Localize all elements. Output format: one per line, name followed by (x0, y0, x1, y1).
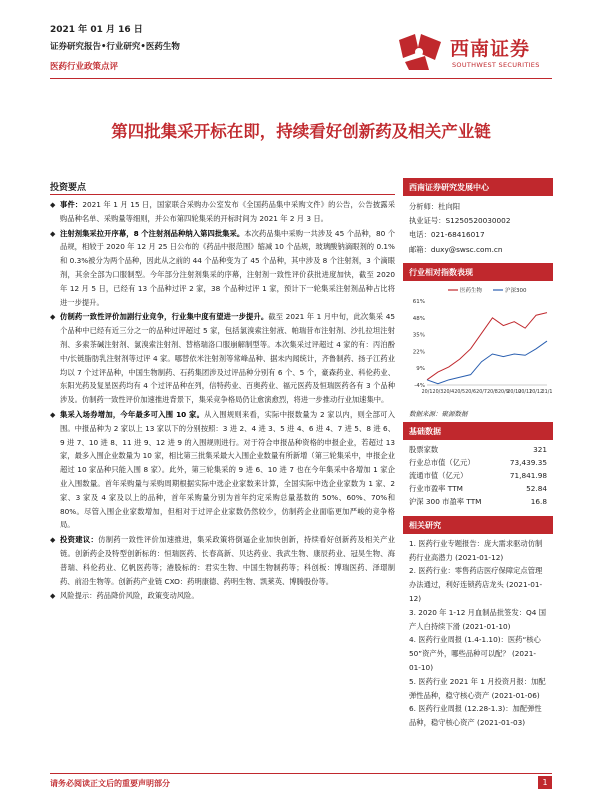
logo-name-en: SOUTHWEST SECURITIES (452, 61, 540, 69)
paragraph-lead: 仿制药一致性评价加剧行业竞争，行业集中度有望进一步提升。 (60, 312, 269, 322)
logo-name-cn: 西南证券 (450, 38, 531, 60)
paragraph-text: 本次药品集中采购一共涉及 45 个品种，80 个品规，相较于 2020 年 12 月 25 日公布的《药品中报范围》缩减 10 个品规，玻璃酸钠滴眼剂的 0.1%和 0.3%被分为两个品种，因此从之前的 44 个品种变为了 45 个品种，其中涉及 8 个注射剂，3 个滴眼剂，其余全部为口服制型。今年部分注射剂集采的序幕，注射剂一致性评价获批进度加快，截至 2020 年 12 月 5 日，已经有 13 个品种过评 2 家，38 个品种过评 1 家，预计下一轮集采注射剂品种占比将进一步提升。 (60, 228, 395, 307)
related-list (403, 534, 553, 730)
report-title: 第四批集采开标在即，持续看好创新药及相关产业链 (111, 122, 491, 141)
series-line (427, 312, 547, 379)
chart-source: 数据来源：聚源数据 (409, 409, 468, 418)
x-tick-label: 20/7 (476, 389, 487, 395)
stat-value: 71,841.98 (509, 470, 547, 480)
stat-value: 52.84 (526, 483, 547, 493)
paragraph-lead: 注射剂集采拉开序幕，8 个注射剂品种纳入第四批集采。 (60, 228, 245, 238)
related-item[interactable]: 1. 医药行业专题报告：庞大需求驱动仿制药行业高潜力 (2021-01-12) (409, 538, 543, 562)
bullet-icon: ◆ (50, 313, 56, 322)
x-tick-label: 20/6 (465, 389, 477, 395)
report-date: 2021 年 01 月 16 日 (50, 25, 143, 35)
y-tick-label: 61% (412, 298, 425, 305)
x-tick-label: 20/5 (454, 389, 466, 395)
paragraph (50, 533, 395, 588)
bullet-icon: ◆ (50, 201, 56, 209)
x-tick-label: 20/12 (529, 389, 544, 395)
bullet-icon: ◆ (50, 592, 56, 601)
paragraph (50, 310, 395, 407)
stat-row (403, 443, 553, 456)
paragraph (50, 589, 395, 603)
section-heading: 投资要点 (50, 183, 87, 193)
x-tick-label: 20/8 (487, 389, 498, 395)
page-number: 1 (538, 776, 552, 789)
x-tick-label: 20/11 (518, 389, 533, 395)
x-tick-label: 20/10 (507, 389, 522, 395)
x-tick-label: 20/1 (421, 389, 433, 395)
paragraph-lead: 集采入场券增加，今年最多可入围 10 家。 (60, 409, 205, 419)
logo-emblem-icon (395, 32, 445, 72)
sidebar (403, 178, 553, 730)
related-item[interactable]: 4. 医药行业周报 (1.4-1.10)：医药“核心 50”资产外，哪些品种可以配？ (2021-01-10) (409, 635, 541, 672)
x-tick-label: 21/1 (541, 389, 553, 395)
body-text (50, 198, 395, 604)
chart-header: 行业相对指数表现 (403, 263, 553, 281)
stat-value: 73,439.35 (509, 457, 547, 467)
stat-row (403, 495, 553, 508)
y-tick-label: 9% (416, 366, 425, 373)
y-tick-label: 35% (412, 332, 425, 339)
section-divider (50, 194, 395, 195)
x-tick-label: 20/9 (497, 389, 509, 395)
analyst-row: 邮箱：duxy@swsc.com.cn (409, 244, 503, 254)
legend-label: 沪深300 (505, 287, 527, 294)
footer-disclaimer: 请务必阅读正文后的重要声明部分 (50, 779, 170, 788)
bullet-icon: ◆ (50, 410, 56, 419)
related-item[interactable]: 5. 医药行业 2021 年 1 月投资月报：加配弹性品种，稳守核心资产 (2021-01-06) (409, 676, 546, 700)
bullet-icon: ◆ (50, 536, 56, 545)
stat-row (403, 456, 553, 469)
stat-label: 行业市盈率 TTM (409, 483, 463, 493)
header-divider (50, 78, 552, 79)
related-item[interactable]: 2. 医药行业：零售药店医疗保障定点管理办法通过，利好连锁药店龙头 (2021-01-12) (409, 566, 543, 603)
legend-label: 医药生物 (460, 287, 483, 294)
stat-label: 沪深 300 市盈率 TTM (409, 496, 482, 506)
report-subtype: 医药行业政策点评 (50, 62, 119, 72)
paragraph (50, 227, 395, 310)
paragraph (50, 408, 395, 532)
paragraph-text: 2021 年 1 月 15 日，国家联合采购办公室发布《全国药品集中采购文件》的公告，公告披露采购品种名单、采购量等细则，并公布第四轮集采的开标时间为 2021 年 2 月 3 日。 (60, 200, 396, 223)
stat-row (403, 482, 553, 495)
relative-index-chart (403, 281, 553, 409)
analyst-info (403, 196, 553, 259)
paragraph-text: 截至 2021 年 1 月中旬，此次集采 45 个品种中已经有近三分之一的品种过评超过 5 家，包括氯溴索注射液、帕瑞昔布注射剂、沙扎拉坦注射剂、多索茶碱注射剂、氯溴索注射剂、替格瑞洛口服崩解制型等。本次集采过评超过 4 家的有：丙泊酚中/长链脂肪乳注射剂等过评 4 家。哪替依米注射剂等常峰品种、据未内闻统计，齐鲁制药、扬子江药业均以 7 个过评品种，中国生物制药、石药集团涉及过评品种分别有 6 个、5 个，豪森药业、科伦药业、东阳光药及复星医药均有 4 个过评品种在列，信特药业、百奥药业、福元医药及恒瑞医药各有 3 个品种涉及。仿制药一致性评价加速推进背景下，集采竞争格局仍让愈演愈烈，将进一步推动行业加速集中。 (60, 312, 395, 405)
analyst-row: 电话：021-68416017 (409, 230, 485, 240)
x-tick-label: 20/4 (443, 389, 455, 395)
related-header: 相关研究 (403, 516, 553, 534)
footer-divider (50, 773, 552, 774)
paragraph-text: 仿制药一致性评价加速推进，集采政策将倒逼企业加快创新，持续看好创新药及相关产业链。创新药企及特型创新标的：恒瑞医药、长春高新、贝达药业、我武生物、康辰药业、冠昊生物、海普瑞、科伦药业、亿帆医药等；港股标的：君实生物、中国生物制药等；科创板：博瑞医药、泽璟制药、前沿生物等。创新药产业链 CXO：药明康德、药明生物、凯莱英、博腾股份等。 (60, 535, 396, 586)
stat-row (403, 469, 553, 482)
y-tick-label: 22% (412, 349, 425, 356)
bullet-icon: ◆ (50, 229, 56, 238)
chart-svg (403, 281, 553, 409)
paragraph (50, 198, 395, 226)
paragraph-lead: 事件： (60, 200, 83, 209)
related-item[interactable]: 6. 医药行业周报 (12.28-1.3)：加配弹性品种，稳守核心资产 (2021-01-03) (409, 704, 542, 728)
series-line (427, 341, 547, 384)
stat-label: 行业总市值（亿元） (409, 457, 475, 467)
related-item[interactable]: 3. 2020 年 1-12 月血制品批签发：Q4 国产人白持续下滑 (2021-01-10) (409, 607, 547, 631)
y-tick-label: -4% (414, 382, 425, 389)
company-logo (395, 30, 565, 80)
analyst-row: 执业证号：S1250520030002 (409, 216, 511, 226)
institute-header: 西南证券研究发展中心 (403, 178, 553, 196)
paragraph-text: 风险提示：药品降价风险，政策变动风险。 (60, 591, 199, 601)
stats-header: 基础数据 (403, 422, 553, 440)
paragraph-text: 从入围规则来看，实际中报数量为 2 家以内，则全部可入围。中报品种为 2 家以上 13 家以下的分别按照：3 进 2、4 进 3、5 进 4、6 进 4、7 进 5、8 进 6、9 进 7、10 进 8、11 进 9、12 进 9 的入围规则进行。对于符合申报品种资格的申报企业，若超过 13 家，最多入围企业数量为 10 家，相比第三批集采最大入围企业数量有所新增（第三轮集采中，申报企业超过 10 家品种只能入围 8 家）。此外，第三轮集采的 9 进 6、10 进 7 也在今年集采中各增加 1 家企业入围数量。首年采购量与采购周期根据实际中选企业家数来计算，全国实际中选企业家数为 1 家、2 家、3 家及 4 家及以上的品种，首年采购量分别为首年约定采购总量基数的 50%、60%、70%和 80%。尽管入围企业家数增加，但相对于过评企业家数仍然较少，仿制药企业面临更加严峻的竞争格局。 (60, 409, 396, 530)
stats-table (403, 440, 553, 508)
stat-value: 16.8 (530, 496, 547, 506)
stat-label: 股票家数 (409, 444, 439, 454)
analyst-row: 分析师：杜向阳 (409, 202, 461, 211)
stat-label: 流通市值（亿元） (409, 470, 468, 480)
paragraph-lead: 投资建议： (60, 535, 99, 545)
report-type: 证券研究报告•行业研究•医药生物 (50, 42, 180, 52)
stat-value: 321 (533, 444, 547, 454)
x-tick-label: 20/3 (432, 389, 444, 395)
y-tick-label: 48% (412, 315, 425, 322)
